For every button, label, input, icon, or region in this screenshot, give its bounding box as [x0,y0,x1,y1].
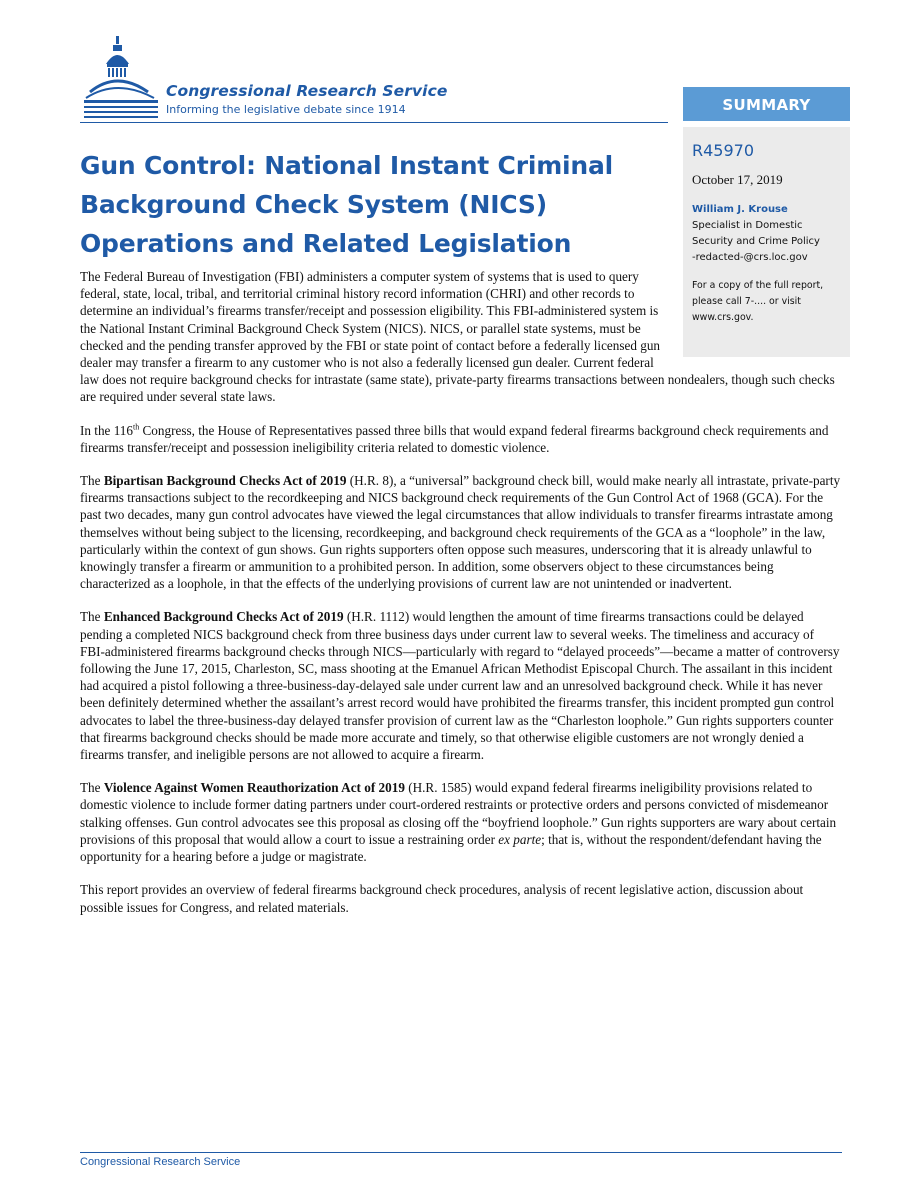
crs-logo [80,32,480,122]
author-email: -redacted-@crs.loc.gov [692,252,808,263]
paragraph-overview: This report provides an overview of federal firearms background check procedures, analysis of recent legislative action, discussion about possible issues for Congress, and related materials. [80,882,804,915]
bill-name-hr1112: Enhanced Background Checks Act of 2019 [103,609,344,625]
summary-tab: SUMMARY [683,87,850,121]
header-divider [80,122,668,123]
paragraph-hr1112 [80,608,842,763]
bill-name-hr1585: Violence Against Women Reauthorization Act of 2019 [103,780,405,796]
copy-note-line1: For a copy of the full report, [692,280,824,291]
paragraph-congress-rest: Congress, the House of Representatives passed three bills that would expand federal firearms background check requirements and firearms transfer/receipt and possession ineligibility criteria related to domestic violence. [80,422,829,455]
org-name: Congressional Research Service [166,82,448,100]
paragraph-intro: The Federal Bureau of Investigation (FBI) administers a computer system of systems that is used to query federal, state, local, tribal, and territorial criminal history record information (CHRI) and other records to determine an individual’s firearms transfer/receipt and possession eligibility. This FBI-administered system is the National Instant Criminal Background Check System (NICS). NICS, or parallel state systems, must be checked and the pending transfer approved by the FBI or state point of contact before a federally licensed gun dealer may transfer a firearm to any customer who is not also a federally licensed gun dealer. Current federal law does not require background checks for intrastate (same state), private-party firearms transactions between nondealers, though such checks are required under several state laws. [80,269,835,405]
report-number: R45970 [692,141,755,160]
copy-note-line3: www.crs.gov. [692,312,754,323]
paragraph-congress [80,422,842,456]
author-title-line2: Security and Crime Policy [692,236,820,247]
paragraph-hr1112-text: (H.R. 1112) would lengthen the amount of time firearms transactions could be delayed pending a completed NICS background check from three business days under current law to several weeks. The timeliness and accuracy of FBI-administered firearms background checks through NICS—particularly with regard to “delayed proceeds”—became a matter of controversy following the June 17, 2015, Charleston, SC, mass shooting at the Emanuel African Methodist Episcopal Church. The assailant in this incident had acquired a pistol following a three-business-day-delayed sale under current law and an unresolved background check. While it has never been definitely determined whether the assailant’s arrest record would have prohibited the firearms transfer, this incident prompted gun control advocates to label the three-business-day delayed transfer provision of current law as the “Charleston loophole.” Gun rights supporters counter that firearms background checks should be made more accurate and timely, so that otherwise eligible customers are not wrongly denied a firearms transfer, and ineligible persons are not allowed to acquire a firearm. [80,609,840,763]
author-name: William J. Krouse [692,204,788,215]
report-date: October 17, 2019 [692,172,783,187]
summary-body [80,268,842,932]
capitol-dome-icon [80,32,160,122]
ex-parte-term: ex parte [498,831,542,847]
footer-divider [80,1152,842,1153]
paragraph-hr1585-lead: The [80,780,104,796]
paragraph-hr1112-lead: The [80,609,104,625]
ordinal-suffix: th [132,422,140,432]
sidebar-spacer [670,268,842,358]
paragraph-hr8-lead: The [80,473,104,489]
footer-org-name: Congressional Research Service [80,1156,241,1168]
bill-name-hr8: Bipartisan Background Checks Act of 2019 [103,473,347,489]
paragraph-hr8-text: (H.R. 8), a “universal” background check bill, would make nearly all intrastate, private-party firearms transactions subject to the recordkeeping and NICS background check requirements of the Gun Control Act of 1968 (GCA). For the past two decades, many gun control advocates have viewed the legal circumstances that allow individuals to transfer firearms intrastate among themselves without being subject to the licensing, recordkeeping, and background check requirements of the GCA as a “loophole” in the law, particularly within the context of gun shows. Gun rights supporters often oppose such measures, underscoring that it is already unlawful to knowingly transfer a firearm or ammunition to a prohibited person. In addition, some observers object to these circumstances being characterized as a loophole, in that the effects of the underlying provisions of current law are not unintended or inadvertent. [80,473,841,592]
org-tagline: Informing the legislative debate since 1914 [166,103,406,116]
author-title-line1: Specialist in Domestic [692,220,803,231]
paragraph-hr1585 [80,779,842,865]
paragraph-hr1585-text: (H.R. 1585) would expand federal firearms ineligibility provisions related to domestic violence to include former dating partners under court-ordered restraints or protective orders and persons convicted of misdemeanor stalking offenses. Gun control advocates see this proposal as closing off the “boyfriend loophole.” Gun rights supporters are wary about certain provisions of this proposal that would allow a court to issue a restraining order [80,780,837,847]
paragraph-hr1585-end: ; that is, without the respondent/defendant having the opportunity for a hearing before a judge or magistrate. [80,831,822,865]
report-title: Gun Control: National Instant Criminal Background Check System (NICS) Operations and Related Legislation [80,151,614,258]
paragraph-hr8 [80,472,842,592]
paragraph-congress-start: In the 116 [80,422,133,438]
copy-note-line2: please call 7-.... or visit [692,296,801,307]
